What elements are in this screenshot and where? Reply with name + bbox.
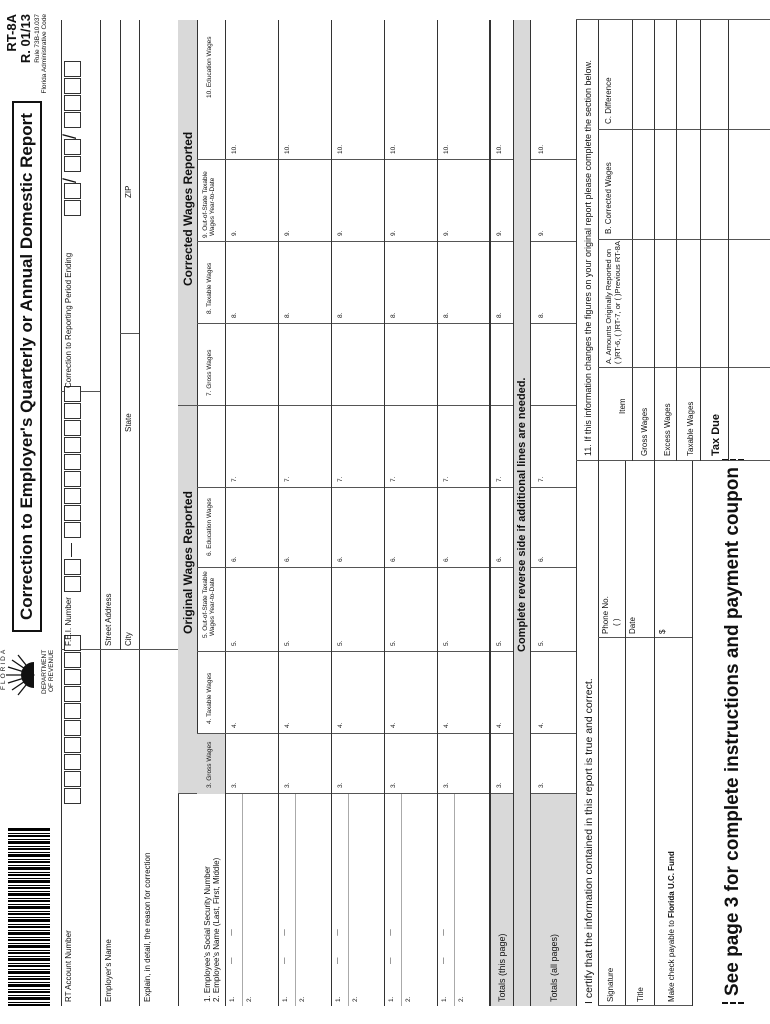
form-admin-code: Florida Administrative Code <box>41 14 48 94</box>
wage-cell[interactable]: 10. <box>231 144 238 154</box>
totals-all-cell[interactable]: 5. <box>538 640 545 646</box>
row-bottom-line <box>278 20 279 1006</box>
ssn-line-num: 1. <box>335 996 342 1002</box>
date-label: Date <box>628 617 637 634</box>
row-bottom-line <box>384 20 385 1006</box>
agency-state: FLORIDA <box>0 647 7 690</box>
taxable-wages-row: Taxable Wages <box>686 401 695 456</box>
original-wages-header: Original Wages Reported <box>181 491 195 634</box>
wage-cell[interactable]: 8. <box>443 312 450 318</box>
tax-due-row: Tax Due <box>710 414 722 456</box>
period-input-year[interactable] <box>64 61 81 128</box>
totals-page-cell[interactable]: 3. <box>496 782 503 788</box>
phone-label: Phone No. <box>601 596 610 634</box>
period-slash-2: / <box>60 133 80 139</box>
section11-text: 11. If this information changes the figures on your original report please complete the section below. <box>583 59 593 456</box>
phone-paren: ( ) <box>612 618 621 626</box>
payable-prefix: Make check payable to <box>667 920 676 1002</box>
wage-cell[interactable]: 6. <box>231 556 238 562</box>
col-employee-2: 2. Employee's Name (Last, First, Middle) <box>212 857 221 1002</box>
rt-account-label: RT Account Number <box>64 930 73 1002</box>
col-3-header: 3. Gross Wages <box>206 741 213 788</box>
totals-page-cell[interactable]: 10. <box>496 144 503 154</box>
col-10-header: 10. Education Wages <box>206 36 213 98</box>
totals-page-cell[interactable]: 6. <box>496 556 503 562</box>
item-header: Item <box>618 398 627 414</box>
wage-cell[interactable]: 5. <box>390 640 397 646</box>
wage-cell[interactable]: 3. <box>284 782 291 788</box>
wage-cell[interactable]: 7. <box>390 476 397 482</box>
wage-cell[interactable]: 4. <box>443 722 450 728</box>
period-input-day[interactable] <box>64 139 81 172</box>
wage-cell[interactable]: 7. <box>231 476 238 482</box>
col-4-header: 4. Taxable Wages <box>206 672 213 724</box>
col-7-header: 7. Gross Wages <box>206 349 213 396</box>
dollar-sign: $ <box>658 629 667 634</box>
totals-page-cell[interactable]: 5. <box>496 640 503 646</box>
explain-label: Explain, in detail, the reason for correction <box>143 852 152 1002</box>
col-9b-header: Wages Year-to-Date <box>209 177 216 236</box>
wage-cell[interactable]: 3. <box>390 782 397 788</box>
wage-cell[interactable]: 4. <box>390 722 397 728</box>
wage-cell[interactable]: 5. <box>231 640 238 646</box>
totals-page-label: Totals (this page) <box>497 933 507 1002</box>
row-bottom-line <box>331 20 332 1006</box>
col-5a-header: 5. Out-of-State Taxable <box>202 571 209 638</box>
wage-cell[interactable]: 9. <box>443 230 450 236</box>
totals-all-cell[interactable]: 4. <box>538 722 545 728</box>
form-revision: R. 01/13 <box>18 14 33 64</box>
ssn-input[interactable]: — — <box>334 919 341 964</box>
wage-cell[interactable]: 9. <box>231 230 238 236</box>
state-label: State <box>124 413 133 432</box>
col-c-header: C. Difference <box>604 77 613 124</box>
agency-line2: OF REVENUE <box>48 649 55 692</box>
ssn-input[interactable]: — — <box>228 919 235 964</box>
reverse-note: Complete reverse side if additional lines are needed. <box>516 377 528 652</box>
excess-wages-row: Excess Wages <box>663 403 672 456</box>
totals-all-cell[interactable]: 8. <box>538 312 545 318</box>
totals-page-cell[interactable]: 9. <box>496 230 503 236</box>
form-code: RT-8A <box>4 14 19 52</box>
city-label: City <box>124 632 133 646</box>
wage-cell[interactable]: 6. <box>337 556 344 562</box>
ssn-input[interactable]: — — <box>281 919 288 964</box>
wage-cell[interactable]: 10. <box>443 144 450 154</box>
wage-cell[interactable]: 4. <box>231 722 238 728</box>
col-8-header: 8. Taxable Wages <box>206 262 213 314</box>
form-rule: Rule 73B-10.037 <box>34 14 41 63</box>
name-line-num: 2. <box>246 996 253 1002</box>
ssn-line-num: 1. <box>282 996 289 1002</box>
row-bottom-line <box>437 20 438 1006</box>
name-line-num: 2. <box>458 996 465 1002</box>
see-page-note: See page 3 for complete instructions and payment coupon <box>722 459 744 1004</box>
totals-all-cell[interactable]: 3. <box>538 782 545 788</box>
fei-dash: — <box>62 543 78 557</box>
totals-page-cell[interactable]: 4. <box>496 722 503 728</box>
corrected-wages-header: Corrected Wages Reported <box>181 131 195 286</box>
wage-cell[interactable]: 7. <box>337 476 344 482</box>
wage-cell[interactable]: 10. <box>337 144 344 154</box>
wage-cell[interactable]: 3. <box>337 782 344 788</box>
wage-cell[interactable]: 3. <box>443 782 450 788</box>
street-label: Street Address <box>104 593 113 646</box>
wage-cell[interactable]: 9. <box>284 230 291 236</box>
totals-page-cell[interactable]: 7. <box>496 476 503 482</box>
rt-account-input[interactable] <box>64 635 81 804</box>
ssn-line-num: 1. <box>229 996 236 1002</box>
col-b-header: B. Corrected Wages <box>604 162 613 234</box>
ssn-line-num: 1. <box>441 996 448 1002</box>
payable-text <box>667 851 676 1002</box>
totals-all-cell[interactable]: 10. <box>538 144 545 154</box>
wage-cell[interactable]: 5. <box>284 640 291 646</box>
row-divider <box>454 794 455 1006</box>
col-5b-header: Wages Year-to-Date <box>209 577 216 636</box>
totals-all-cell[interactable]: 7. <box>538 476 545 482</box>
totals-all-label: Totals (all pages) <box>549 933 559 1002</box>
signature-label: Signature <box>606 967 615 1002</box>
wage-cell[interactable]: 4. <box>337 722 344 728</box>
fei-input[interactable] <box>64 559 81 592</box>
agency-line1: DEPARTMENT <box>41 649 48 694</box>
wage-cell[interactable]: 8. <box>284 312 291 318</box>
wage-cell[interactable]: 6. <box>390 556 397 562</box>
name-line-num: 2. <box>405 996 412 1002</box>
wage-cell[interactable]: 10. <box>390 144 397 154</box>
fei-input-2[interactable] <box>64 386 81 538</box>
ssn-input[interactable]: — — <box>387 919 394 964</box>
wage-cell[interactable]: 6. <box>443 556 450 562</box>
name-line-num: 2. <box>299 996 306 1002</box>
wage-cell[interactable]: 7. <box>443 476 450 482</box>
totals-all-cell[interactable]: 9. <box>538 230 545 236</box>
ssn-input[interactable]: — — <box>440 919 447 964</box>
row-bottom-line <box>490 20 491 1006</box>
ssn-line-num: 1. <box>388 996 395 1002</box>
title-label: Title <box>636 987 645 1002</box>
wage-cell[interactable]: 5. <box>337 640 344 646</box>
wage-cell[interactable]: 9. <box>337 230 344 236</box>
row-divider <box>348 794 349 1006</box>
totals-all-cell[interactable]: 6. <box>538 556 545 562</box>
row-divider <box>242 794 243 1006</box>
col-a-line2: ( )RT-6, ( )RT-7, or ( )Previous RT-8A <box>613 241 622 364</box>
wage-cell[interactable]: 8. <box>390 312 397 318</box>
certify-text: I certify that the information contained in this report is true and correct. <box>583 678 595 1004</box>
period-slash-1: / <box>60 177 80 183</box>
totals-page-cell[interactable]: 8. <box>496 312 503 318</box>
period-input-month[interactable] <box>64 183 81 216</box>
gross-wages-row: Gross Wages <box>640 407 649 456</box>
form-title: Correction to Employer's Quarterly or Annual Domestic Report <box>12 101 42 632</box>
col-9a-header: 9. Out-of-State Taxable <box>202 171 209 238</box>
employer-name-label: Employer's Name <box>104 939 113 1002</box>
wage-cell[interactable]: 8. <box>231 312 238 318</box>
wage-cell[interactable]: 5. <box>443 640 450 646</box>
col-6-header: 6. Education Wages <box>206 498 213 556</box>
wage-cell[interactable]: 6. <box>284 556 291 562</box>
wage-cell[interactable]: 8. <box>337 312 344 318</box>
col-employee-1: 1. Employee's Social Security Number <box>203 866 212 1002</box>
row-divider <box>295 794 296 1006</box>
payable-fund: Florida U.C. Fund <box>667 851 676 918</box>
wage-cell[interactable]: 9. <box>390 230 397 236</box>
period-label: Correction to Reporting Period Ending <box>64 252 73 388</box>
wage-cell[interactable]: 7. <box>284 476 291 482</box>
wage-cell[interactable]: 10. <box>284 144 291 154</box>
wage-cell[interactable]: 3. <box>231 782 238 788</box>
barcode <box>8 828 50 1006</box>
name-line-num: 2. <box>352 996 359 1002</box>
zip-label: ZIP <box>124 185 133 198</box>
wage-cell[interactable]: 4. <box>284 722 291 728</box>
fei-label: F.E.I. Number <box>64 597 73 646</box>
col-a-line1: A. Amounts Originally Reported on <box>604 248 613 364</box>
row-divider <box>401 794 402 1006</box>
